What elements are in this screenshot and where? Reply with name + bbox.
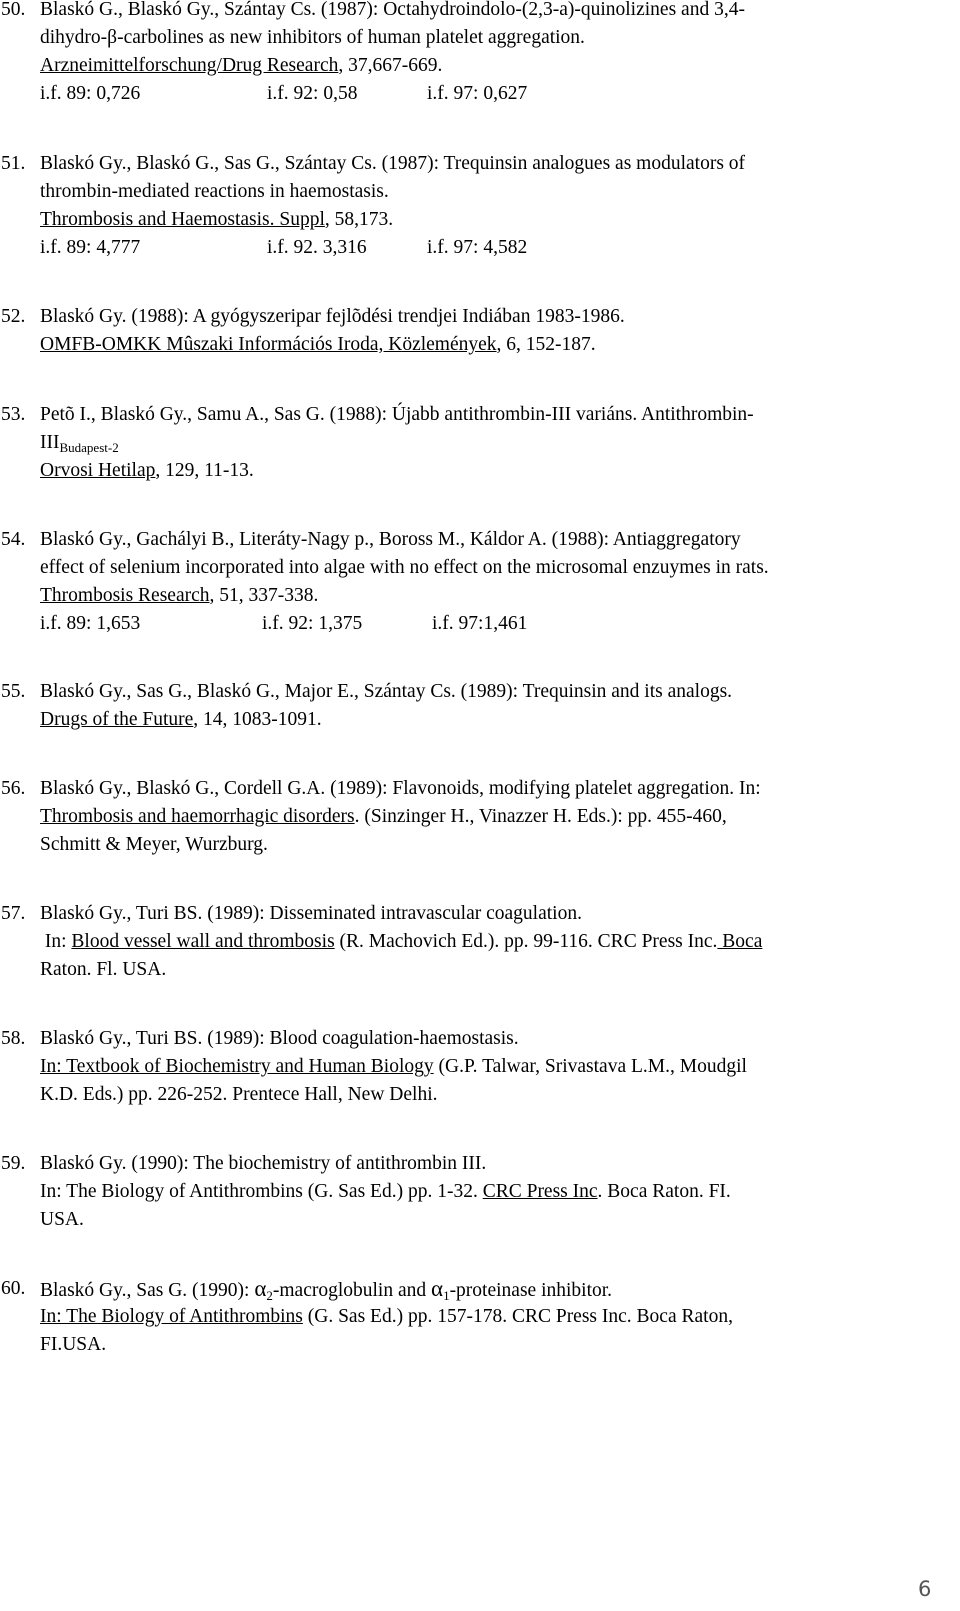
journal-name: Thrombosis Research: [40, 585, 210, 606]
entry-citation: Blaskó Gy., Turi BS. (1989): Disseminated intravascular coagulation.: [40, 903, 582, 924]
alpha-symbol: α: [254, 1276, 267, 1301]
publisher: Raton. Fl. USA.: [40, 959, 167, 980]
impact-factor-92: i.f. 92: 1,375: [262, 613, 363, 634]
entry-citation: Blaskó Gy., Blaskó G., Sas G., Szántay Cs. (1987): Trequinsin analogues as modulators of: [40, 153, 746, 174]
journal-volume: , 14, 1083-1091.: [193, 709, 322, 730]
reference-entry-53: [0, 401, 945, 485]
entry-number: 50.: [1, 0, 26, 20]
entry-number: 59.: [1, 1153, 26, 1174]
alpha-symbol: α: [431, 1276, 444, 1301]
journal-volume: , 58,173.: [324, 209, 394, 230]
impact-factor-89: i.f. 89: 4,777: [40, 237, 141, 258]
journal-name: OMFB-OMKK Mûszaki Információs Iroda, Közlemények: [40, 334, 497, 355]
entry-title: effect of selenium incorporated into algae with no effect on the microsomal enzuymes in rats.: [40, 557, 769, 578]
entry-number: 53.: [1, 404, 26, 425]
entry-number: 56.: [1, 778, 26, 799]
reference-entry-50: [0, 0, 945, 108]
entry-citation: Blaskó Gy., Turi BS. (1989): Blood coagulation-haemostasis.: [40, 1028, 519, 1049]
entry-number: 52.: [1, 306, 26, 327]
journal-volume: , 6, 152-187.: [496, 334, 596, 355]
journal-name: Thrombosis and Haemostasis. Suppl: [40, 209, 325, 230]
journal-volume: , 129, 11-13.: [155, 460, 254, 481]
entry-citation: Blaskó Gy., Gachályi B., Literáty-Nagy p., Boross M., Káldor A. (1988): Antiaggregatory: [40, 529, 741, 550]
reference-entry-55: [0, 678, 945, 734]
impact-factor-92: i.f. 92. 3,316: [267, 237, 367, 258]
subscript: Budapest-2: [59, 440, 119, 455]
entry-citation: Blaskó Gy. (1988): A gyógyszeripar fejlõdési trendjei Indiában 1983-1986.: [40, 306, 625, 327]
book-title: Thrombosis and haemorrhagic disorders: [40, 806, 355, 827]
journal-volume: , 51, 337-338.: [209, 585, 319, 606]
book-details: . (Sinzinger H., Vinazzer H. Eds.): pp. 455-460,: [354, 806, 727, 827]
reference-entry-60: 60. Blaskó Gy., Sas G. (1990): $\alpha_2$-macroglobulin and $\alpha_1$-proteinase inhibitor. In: The Biology of Antithrombins (G. Sas Ed.) pp. 157-178. CRC Press Inc. Boca Raton, FI.USA.: [0, 1275, 945, 1359]
publisher-link: CRC Press Inc: [482, 1181, 598, 1202]
entry-title-cont: III: [40, 432, 60, 453]
book-title: In: The Biology of Antithrombins: [40, 1306, 303, 1327]
entry-number: 57.: [1, 903, 26, 924]
publisher: K.D. Eds.) pp. 226-252. Prentece Hall, New Delhi.: [40, 1084, 438, 1105]
reference-entry-59: 59. Blaskó Gy. (1990): The biochemistry of antithrombin III. In: The Biology of Antithrombins (G. Sas Ed.) pp. 1-32. CRC Press Inc. Boca Raton. FI. USA.: [0, 1150, 945, 1234]
reference-entry-51: [0, 150, 945, 262]
entry-citation: Blaskó Gy., Sas G., Blaskó G., Major E., Szántay Cs. (1989): Trequinsin and its analogs.: [40, 681, 733, 702]
book-details: (G. Sas Ed.) pp. 157-178. CRC Press Inc. Boca Raton,: [302, 1306, 733, 1327]
reference-entry-57: 57. Blaskó Gy., Turi BS. (1989): Disseminated intravascular coagulation. In: Blood vessel wall and thrombosis (R. Machovich Ed.). pp. 99-116. CRC Press Inc. Boca Raton. Fl. USA.: [0, 900, 945, 984]
page-number: 6: [918, 1577, 932, 1601]
book-details: (G.P. Talwar, Srivastava L.M., Moudgil: [433, 1056, 747, 1077]
entry-number: 55.: [1, 681, 26, 702]
impact-factor-89: i.f. 89: 1,653: [40, 613, 141, 634]
book-title: In: The Biology of Antithrombins (G. Sas Ed.) pp. 1-32.: [40, 1181, 483, 1202]
entry-title: Antithrombin-: [637, 404, 754, 425]
reference-entry-56: [0, 775, 945, 859]
publisher: USA.: [40, 1209, 84, 1230]
reference-entry-58: [0, 1025, 945, 1109]
impact-factor-97: i.f. 97: 4,582: [427, 237, 528, 258]
reference-entry-54: [0, 526, 945, 638]
impact-factor-97: i.f. 97: 0,627: [427, 83, 528, 104]
impact-factor-92: i.f. 92: 0,58: [267, 83, 358, 104]
journal-volume: , 37,667-669.: [338, 55, 443, 76]
entry-citation: Petõ I., Blaskó Gy., Samu A., Sas G. (1988): Újabb antithrombin-III variáns.: [40, 404, 638, 425]
entry-title: dihydro-β-carbolines as new inhibitors of human platelet aggregation.: [40, 27, 585, 48]
book-details: (R. Machovich Ed.). pp. 99-116. CRC Press Inc.: [334, 931, 718, 952]
journal-name: Drugs of the Future: [40, 709, 194, 730]
entry-number: 51.: [1, 153, 26, 174]
book-title: In: Textbook of Biochemistry and Human Biology: [40, 1056, 434, 1077]
impact-factor-89: i.f. 89: 0,726: [40, 83, 141, 104]
entry-number: 58.: [1, 1028, 26, 1049]
reference-entry-52: [0, 303, 945, 359]
journal-name: Arzneimittelforschung/Drug Research: [40, 55, 339, 76]
entry-citation: Blaskó Gy., Blaskó G., Cordell G.A. (1989): Flavonoids, modifying platelet aggregation. In:: [40, 778, 761, 799]
book-title: Blood vessel wall and thrombosis: [71, 931, 335, 952]
entry-number: 54.: [1, 529, 26, 550]
publisher: FI.USA.: [40, 1334, 107, 1355]
publisher: Schmitt & Meyer, Wurzburg.: [40, 834, 268, 855]
entry-number: 60.: [1, 1278, 26, 1299]
entry-citation: Blaskó Gy. (1990): The biochemistry of antithrombin III.: [40, 1153, 487, 1174]
entry-citation: Blaskó G., Blaskó Gy., Szántay Cs. (1987): Octahydroindolo-(2,3-a)-quinolizines and 3,4-: [40, 0, 745, 20]
entry-title: thrombin-mediated reactions in haemostasis.: [40, 181, 389, 202]
impact-factor-97: i.f. 97:1,461: [432, 613, 528, 634]
journal-name: Orvosi Hetilap: [40, 460, 156, 481]
